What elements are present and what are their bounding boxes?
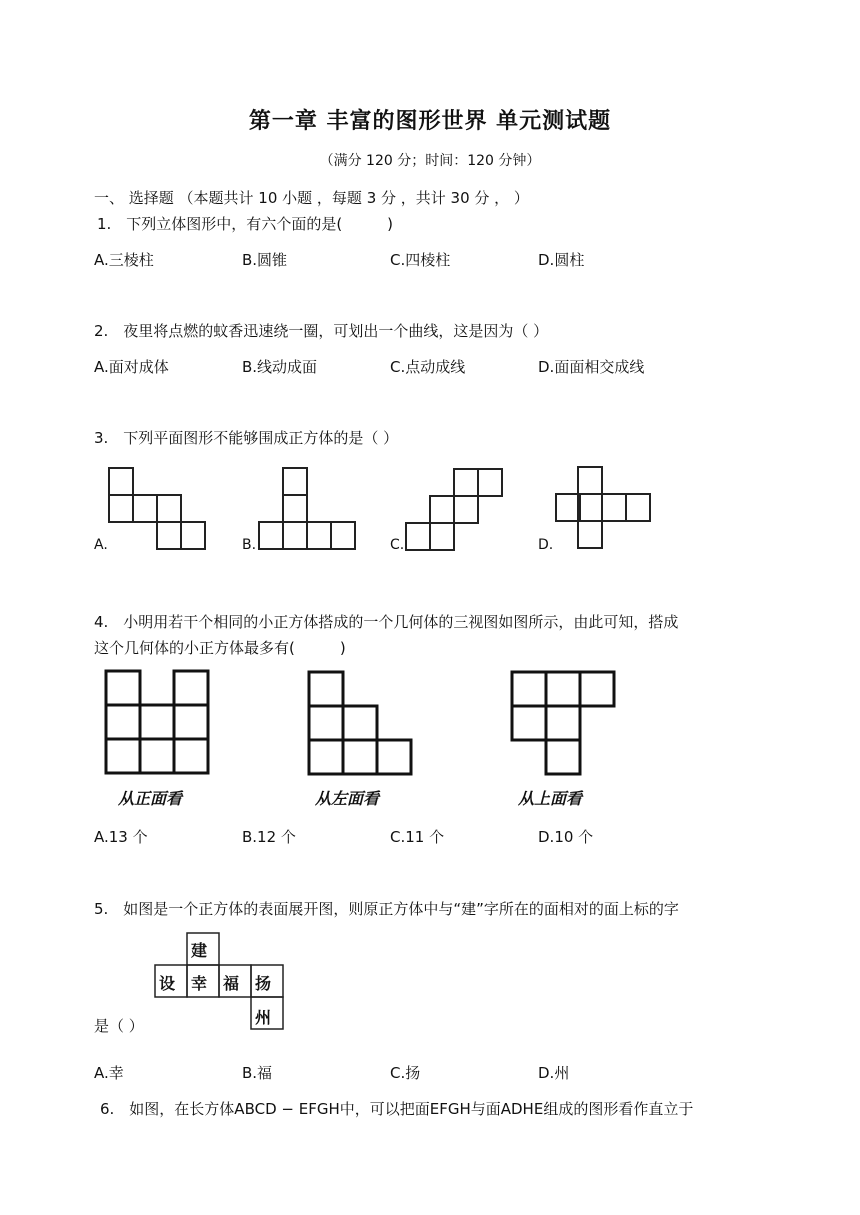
q3-label-c: C.: [390, 537, 405, 553]
q6-stem: 6. 如图，在长方体ABCD − EFGH中，可以把面EFGH与面ADHE组成的图形看作直立于: [100, 1100, 694, 1118]
page-title: 第一章 丰富的图形世界 单元测试题: [248, 109, 612, 134]
q4-front-caption: 从正面看: [118, 789, 183, 808]
q4-stem-line2: 这个几何体的小正方体最多有( ): [94, 639, 346, 657]
section-heading: 一、 选择题 （本题共计 10 小题 ，每题 3 分 ，共计 30 分 ， ）: [94, 189, 529, 207]
q4-front-view: [104, 669, 214, 779]
q5-net-char-she: 设: [159, 974, 176, 993]
q3-net-c: [405, 468, 505, 552]
q5-net-char-jian: 建: [191, 941, 208, 960]
page-subtitle: （满分 120 分；时间：120 分钟）: [319, 153, 541, 169]
q4-top-view: [510, 670, 620, 780]
q2-option-c: C.点动成线: [390, 358, 466, 376]
q3-net-a: [108, 467, 208, 551]
q1-option-a: A.三棱柱: [94, 251, 154, 269]
q3-stem: 3. 下列平面图形不能够围成正方体的是（ ）: [94, 429, 399, 447]
q1-stem: 1. 下列立体图形中，有六个面的是( ): [97, 215, 394, 233]
q5-stem: 5. 如图是一个正方体的表面展开图，则原正方体中与“建”字所在的面相对的面上标的字: [94, 900, 679, 918]
q3-net-b: [258, 467, 358, 551]
q2-option-d: D.面面相交成线: [538, 358, 645, 376]
q4-left-view: [307, 670, 417, 780]
q2-option-b: B.线动成面: [242, 358, 318, 376]
q4-option-d: D.10 个: [538, 828, 594, 846]
q4-stem-line1: 4. 小明用若干个相同的小正方体搭成的一个几何体的三视图如图所示，由此可知，搭成: [94, 613, 679, 631]
q2-stem: 2. 夜里将点燃的蚊香迅速绕一圈，可划出一个曲线，这是因为（ ）: [94, 322, 549, 340]
q5-option-d: D.州: [538, 1064, 570, 1082]
q5-net-char-zhou: 州: [255, 1008, 272, 1027]
q1-option-c: C.四棱柱: [390, 251, 451, 269]
q2-option-a: A.面对成体: [94, 358, 169, 376]
q5-net-char-yang: 扬: [255, 974, 272, 993]
q5-net-char-fu: 福: [223, 974, 240, 993]
q4-option-a: A.13 个: [94, 828, 148, 846]
q5-option-b: B.福: [242, 1064, 273, 1082]
q5-stem-tail: 是（ ）: [94, 1017, 144, 1035]
q4-top-caption: 从上面看: [518, 789, 583, 808]
q1-option-d: D.圆柱: [538, 251, 585, 269]
q5-option-a: A.幸: [94, 1064, 124, 1082]
q4-option-c: C.11 个: [390, 828, 445, 846]
q1-option-b: B.圆锥: [242, 251, 288, 269]
q5-net-char-xing: 幸: [191, 974, 208, 993]
q3-label-a: A.: [94, 537, 108, 553]
q5-option-c: C.扬: [390, 1064, 421, 1082]
q3-label-b: B.: [242, 537, 257, 553]
q3-net-d: [555, 466, 655, 550]
q4-left-caption: 从左面看: [315, 789, 380, 808]
q4-option-b: B.12 个: [242, 828, 296, 846]
q3-label-d: D.: [538, 537, 554, 553]
